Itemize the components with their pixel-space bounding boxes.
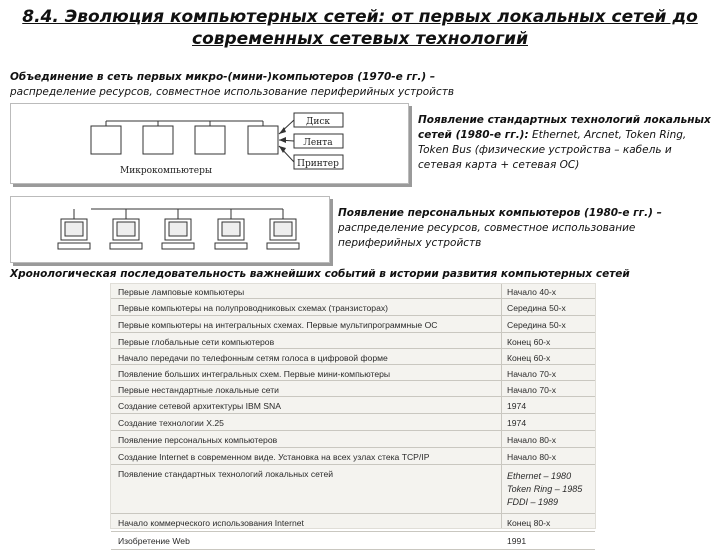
device-label-printer: Принтер — [297, 159, 339, 169]
standard-date — [507, 470, 571, 482]
date-cell: Начало 80-х — [507, 435, 557, 445]
event-cell: Создание Internet в современном виде. Установка на всех узлах стека TCP/IP — [118, 452, 430, 462]
pcs-bold: Появление персональных компьютеров (1980-е гг.) – — [338, 207, 662, 219]
standard-date — [507, 496, 558, 508]
event-cell: Появление больших интегральных схем. Первые мини-компьютеры — [118, 369, 391, 379]
pc-network-svg — [11, 197, 329, 262]
table-row — [111, 417, 595, 431]
table-row — [111, 319, 595, 333]
page-title — [0, 6, 720, 50]
pc-icon — [110, 209, 142, 249]
table-row — [111, 400, 595, 414]
event-cell: Первые компьютеры на интегральных схемах. Первые мультипрограммные ОС — [118, 320, 438, 330]
table-row — [111, 468, 595, 514]
standard-year: 1989 — [538, 497, 559, 507]
date-cell: Середина 50-х — [507, 320, 566, 330]
event-cell: Первые нестандартные локальные сети — [118, 385, 279, 395]
standard-date — [507, 483, 582, 495]
date-cell: Начало 70-х — [507, 369, 557, 379]
date-cell: 1991 — [507, 536, 527, 546]
event-cell: Создание технологии X.25 — [118, 418, 224, 428]
table-row — [111, 336, 595, 349]
pc-icon — [162, 209, 194, 249]
standard-year: 1985 — [562, 484, 583, 494]
microcomputers-diagram — [10, 103, 409, 184]
dash-separator: – — [541, 471, 552, 481]
table-row — [111, 302, 595, 316]
chronology-table — [110, 283, 596, 546]
pc-icon — [215, 209, 247, 249]
date-cell: 1974 — [507, 418, 527, 428]
date-cell: Начало 70-х — [507, 385, 557, 395]
event-cell: Начало коммерческого использования Internet — [118, 518, 304, 528]
device-label-disk: Диск — [306, 117, 330, 127]
pc-icon — [58, 209, 90, 249]
date-cell: Середина 50-х — [507, 303, 566, 313]
event-cell: Первые глобальные сети компьютеров — [118, 337, 275, 347]
event-cell: Создание сетевой архитектуры IBM SNA — [118, 401, 281, 411]
date-cell: Начало 40-х — [507, 287, 557, 297]
event-cell: Начало передачи по телефонным сетям голоса в цифровой форме — [118, 353, 388, 363]
title-line-2: современных сетевых технологий — [192, 29, 528, 49]
table-row — [111, 384, 595, 397]
device-label-tape: Лента — [303, 138, 333, 148]
standard-name: Ethernet — [507, 471, 542, 481]
chronology-title: Хронологическая последовательность важнейших событий в истории развития компьютерных сетей — [10, 268, 630, 280]
event-cell: Появление стандартных технологий локальных сетей — [118, 469, 334, 479]
table-row — [111, 535, 595, 550]
standards-rest: Ethernet, Arcnet, Token Ring, Token Bus (физические устройства – кабель и сетевая карта + сетевая ОС) — [418, 129, 687, 171]
microcomputers-svg — [11, 104, 408, 183]
pcs-text — [338, 206, 710, 251]
date-cell: 1974 — [507, 401, 527, 411]
date-cell: Конец 80-х — [507, 518, 551, 528]
date-cell: Конец 60-х — [507, 337, 551, 347]
event-cell: Изобретение Web — [118, 536, 190, 546]
table-row — [111, 368, 595, 381]
event-cell: Появление персональных компьютеров — [118, 435, 278, 445]
date-cell: Конец 60-х — [507, 353, 551, 363]
computer-box — [91, 126, 121, 154]
table-row — [111, 451, 595, 465]
microcomputers-caption: Микрокомпьютеры — [119, 166, 213, 176]
computer-box — [248, 126, 278, 154]
computer-box — [195, 126, 225, 154]
table-row — [111, 286, 595, 299]
standards-text — [418, 113, 718, 173]
standard-year: 1980 — [551, 471, 572, 481]
event-cell: Первые компьютеры на полупроводниковых схемах (транзисторах) — [118, 303, 389, 313]
table-row — [111, 352, 595, 365]
title-line-1: 8.4. Эволюция компьютерных сетей: от первых локальных сетей до — [22, 7, 698, 27]
intro-text — [10, 70, 710, 100]
pcs-rest: распределение ресурсов, совместное использование периферийных устройств — [338, 222, 636, 249]
intro-bold: Объединение в сеть первых микро-(мини-)компьютеров (1970-е гг.) – — [10, 71, 436, 83]
standard-name: FDDI — [507, 497, 528, 507]
pc-network-diagram — [10, 196, 330, 263]
dash-separator: – — [528, 497, 539, 507]
standards-bold: Появление стандартных технологий локальных сетей (1980-е гг.): — [418, 114, 711, 141]
computer-box — [143, 126, 173, 154]
intro-rest: распределение ресурсов, совместное использование периферийных устройств — [10, 86, 455, 98]
standard-name: Token Ring — [507, 484, 553, 494]
dash-separator: – — [552, 484, 563, 494]
table-row — [111, 434, 595, 448]
pc-icon — [267, 209, 299, 249]
date-cell: Начало 80-х — [507, 452, 557, 462]
table-row — [111, 517, 595, 532]
event-cell: Первые ламповые компьютеры — [118, 287, 245, 297]
